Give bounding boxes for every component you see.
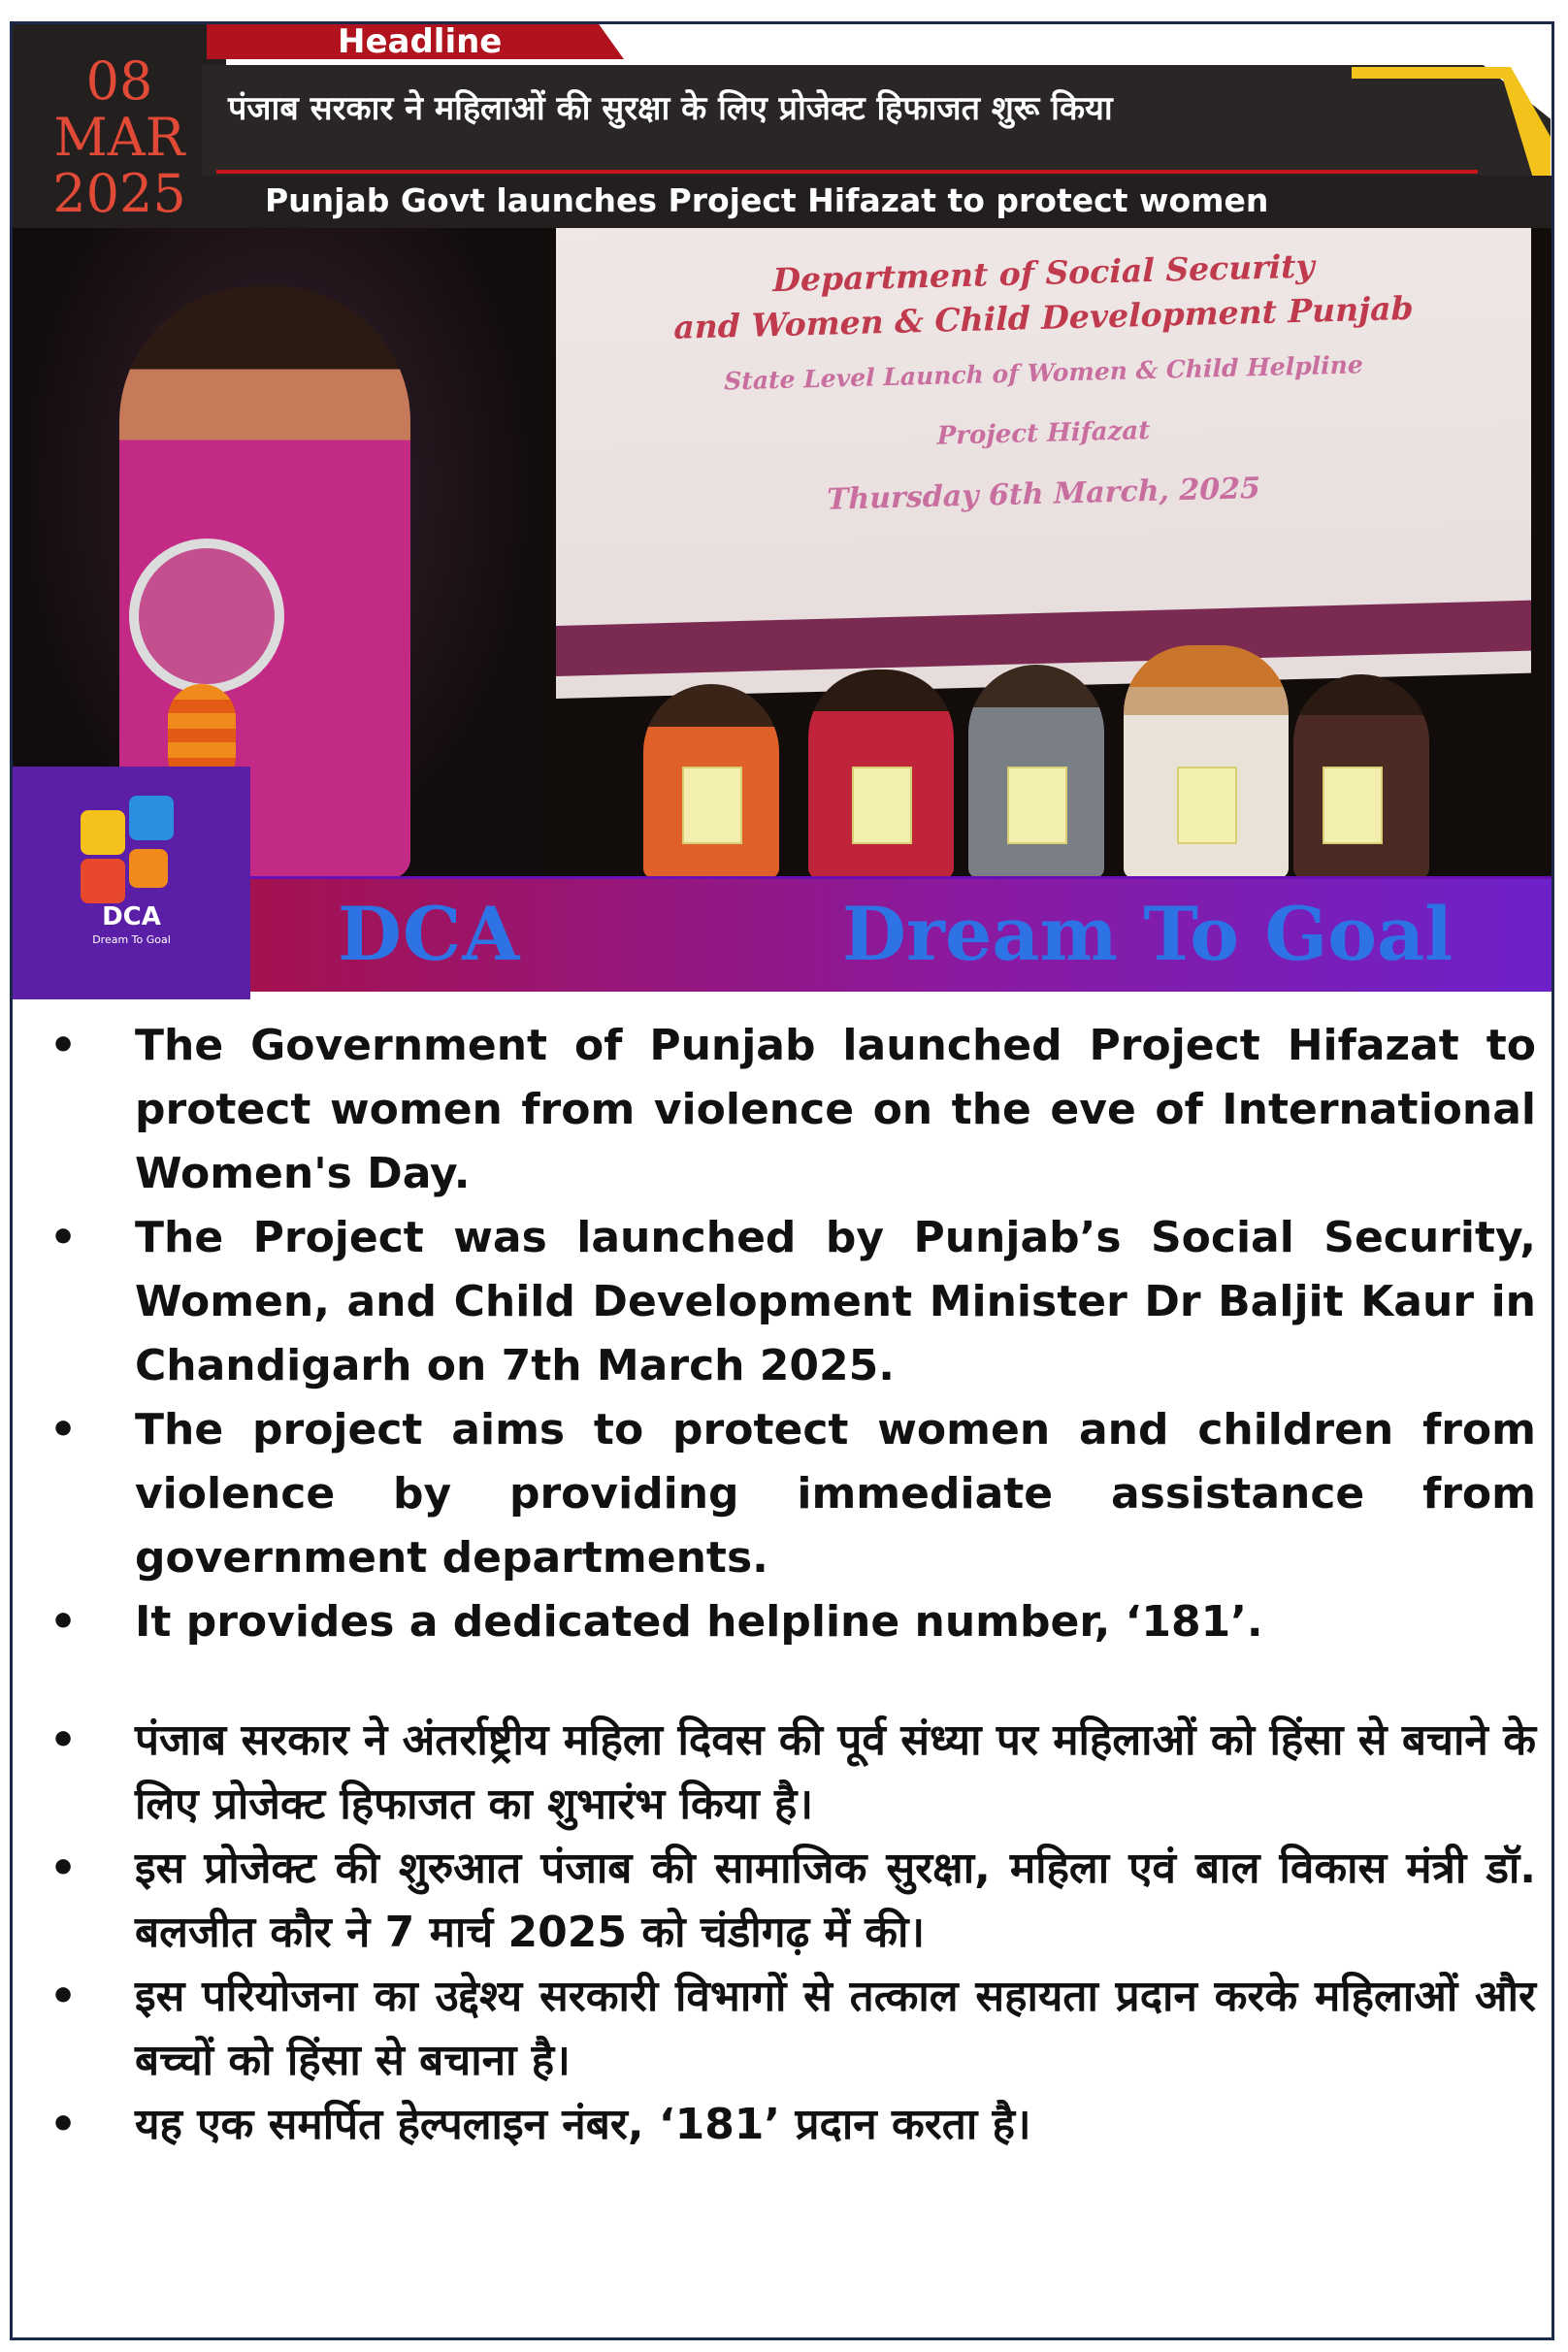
screen-line-1: Department of Social Security — [772, 246, 1315, 300]
bullet-icon: • — [49, 1405, 78, 1454]
hindi-point-text: यह एक समर्पित हेल्पलाइन नंबर, ‘181’ प्रदान करता है। — [135, 2100, 1031, 2149]
date-month: MAR — [53, 107, 185, 168]
hindi-headline: पंजाब सरकार ने महिलाओं की सुरक्षा के लिए प्रोजेक्ट हिफाजत शुरू किया — [228, 89, 1113, 128]
puzzle-piece-icon — [81, 810, 125, 855]
puzzle-piece-icon — [129, 849, 168, 888]
brand-slogan: Dream To Goal — [842, 891, 1454, 977]
hindi-point-text: इस परियोजना का उद्देश्य सरकारी विभागों से तत्काल सहायता प्रदान करके महिलाओं और बच्चों को हिंसा से बचाना है। — [135, 1972, 1536, 2085]
english-points — [42, 1014, 1536, 1654]
screen-line-3: State Level Launch of Women & Child Helpline — [724, 350, 1363, 396]
booklet-icon — [852, 767, 912, 844]
brand-name: DCA — [338, 891, 521, 977]
article-body — [42, 1014, 1536, 2157]
bullet-icon: • — [49, 1213, 78, 1262]
hindi-point-text: इस प्रोजेक्ट की शुरुआत पंजाब की सामाजिक सुरक्षा, महिला एवं बाल विकास मंत्री डॉ. बलजीत कौर ने 7 मार्च 2025 को चंडीगढ़ में की। — [135, 1844, 1536, 1957]
booklet-icon — [682, 767, 742, 844]
headline-label: Headline — [338, 22, 503, 61]
headline-header — [13, 24, 1552, 228]
lamp-icon — [129, 539, 284, 694]
screen-line-2: and Women & Child Development Punjab — [673, 288, 1414, 346]
english-point — [42, 1014, 1536, 1206]
booklet-icon — [1007, 767, 1067, 844]
english-point-text: The project aims to protect women and children from violence by providing immediate assistance from government departments. — [135, 1405, 1536, 1583]
hindi-points — [42, 1709, 1536, 2157]
english-point-text: The Government of Punjab launched Project Hifazat to protect women from violence on the eve of International Women's Day. — [135, 1021, 1536, 1198]
booklet-icon — [1177, 767, 1237, 844]
bullet-icon: • — [49, 2100, 78, 2149]
brand-banner — [250, 876, 1552, 992]
bullet-icon: • — [49, 1021, 78, 1070]
hindi-point-text: पंजाब सरकार ने अंतर्राष्ट्रीय महिला दिवस की पूर्व संध्या पर महिलाओं को हिंसा से बचाने के लिए प्रोजेक्ट हिफाजत का शुभारंभ किया है। — [135, 1715, 1536, 1829]
english-point — [42, 1590, 1536, 1654]
english-point — [42, 1398, 1536, 1590]
screen-line-5: Thursday 6th March, 2025 — [827, 471, 1260, 517]
hindi-point — [42, 1709, 1536, 1837]
screen-line-4: Project Hifazat — [936, 415, 1151, 451]
date-day: 08 — [85, 50, 153, 112]
hindi-point — [42, 1837, 1536, 1965]
hindi-point — [42, 2093, 1536, 2157]
bullet-icon: • — [49, 1715, 78, 1765]
puzzle-piece-icon — [81, 859, 125, 903]
puzzle-piece-icon — [129, 796, 174, 840]
logo-tagline: Dream To Goal — [92, 933, 171, 946]
bullet-icon: • — [49, 1597, 78, 1647]
bullet-icon: • — [49, 1844, 78, 1893]
booklet-icon — [1323, 767, 1383, 844]
english-point — [42, 1206, 1536, 1398]
hindi-point — [42, 1965, 1536, 2093]
english-point-text: It provides a dedicated helpline number, ‘181’. — [135, 1597, 1263, 1647]
section-gap — [42, 1654, 1536, 1709]
english-headline: Punjab Govt launches Project Hifazat to protect women — [265, 181, 1269, 219]
date-badge — [13, 24, 226, 228]
date-year: 2025 — [52, 163, 186, 224]
english-point-text: The Project was launched by Punjab’s Social Security, Women, and Child Development Minister Dr Baljit Kaur in Chandigarh on 7th March 2025. — [135, 1213, 1536, 1390]
red-divider — [216, 170, 1478, 174]
logo-name: DCA — [102, 902, 161, 931]
dca-logo — [13, 767, 250, 999]
news-card — [10, 21, 1554, 2340]
bullet-icon: • — [49, 1972, 78, 2021]
